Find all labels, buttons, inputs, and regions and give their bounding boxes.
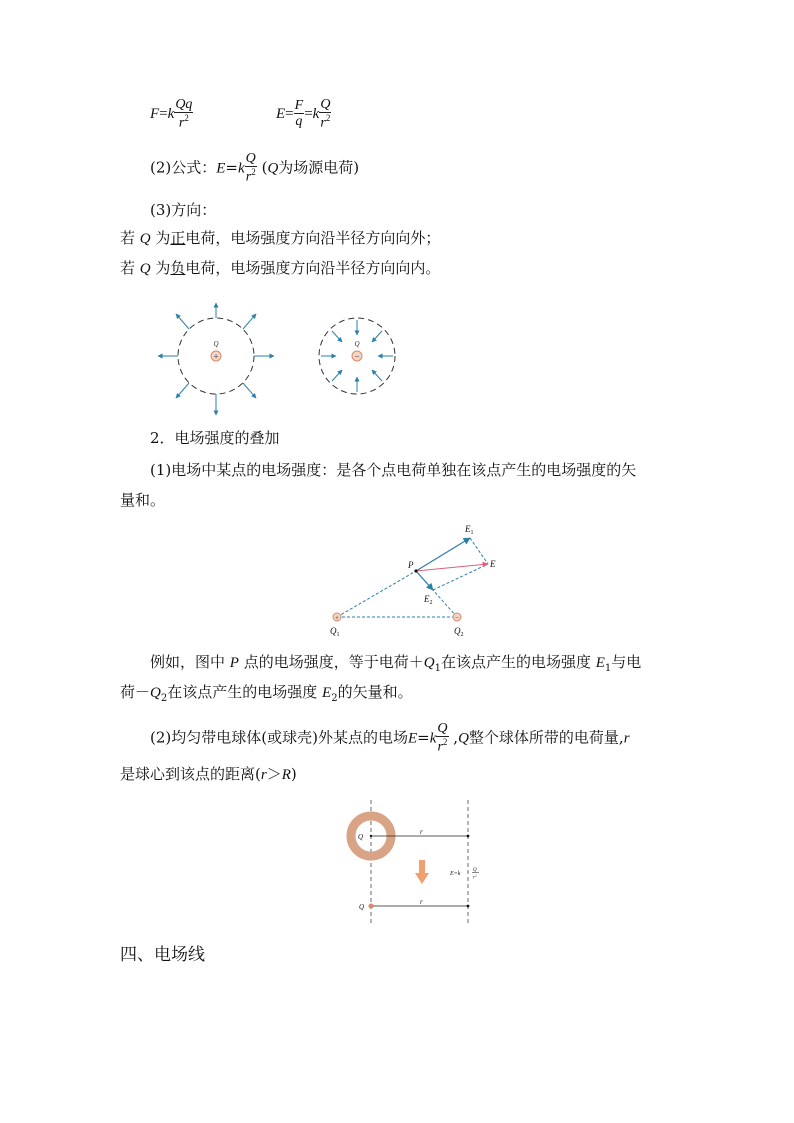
superposition-text-line2: 量和。 <box>120 491 166 509</box>
negative-sign: − <box>354 351 360 362</box>
dashed-q1-p <box>337 571 416 617</box>
label-q1: $Q_1$ <box>330 626 340 638</box>
section2-title: 2．电场强度的叠加 <box>150 429 280 447</box>
formula-line: (2)公式：E=k $\frac{Q}{r^2}$ (Q为场源电荷) <box>150 151 360 185</box>
point-charge-field-figure <box>150 300 410 420</box>
label-q2: $Q_2$ <box>454 626 464 638</box>
positive-charge-label: Q <box>213 340 219 348</box>
vector-e2 <box>416 571 433 590</box>
point-p <box>414 569 417 572</box>
point-charge-icon <box>369 904 374 909</box>
positive-sign: + <box>213 351 219 362</box>
svg-text:r2: $r^2$ <box>473 873 477 881</box>
direction-title: (3)方向： <box>150 201 217 219</box>
example-line2: 荷$-Q_2$在该点产生的电场强度 $E_2$的矢量和。 <box>120 683 413 704</box>
negative-direction-text: 若 Q 为负电荷，电场强度方向沿半径方向向内。 <box>120 259 441 277</box>
svg-text:+: + <box>335 614 339 622</box>
label-p: P <box>408 560 414 570</box>
sphere-q-label: Q <box>358 833 364 841</box>
sphere-equivalence-figure <box>340 798 500 926</box>
coulomb-formula: F=k $\frac{Qq}{r^2}$ <box>150 97 193 131</box>
superposition-text-line1: (1)电场中某点的电场强度：是各个点电荷单独在该点产生的电场强度的矢 <box>150 461 637 479</box>
uniform-sphere-line2: 是球心到该点的距离(r＞R) <box>120 765 297 783</box>
label-e: E <box>490 559 496 569</box>
point-q-label: Q <box>359 903 365 911</box>
dashed-e2-e <box>433 564 488 590</box>
positive-direction-text: 若 Q 为正电荷，电场强度方向沿半径方向向外； <box>120 229 441 247</box>
svg-text:Q: Q <box>473 868 477 873</box>
superposition-figure <box>320 518 510 640</box>
equivalence-arrow-icon <box>415 860 429 884</box>
bottom-r-label: r <box>420 898 423 906</box>
svg-text:−: − <box>455 614 459 622</box>
label-e1: $E_1$ <box>465 524 474 536</box>
uniform-sphere-line1: (2)均匀带电球体(或球壳)外某点的电场E=k $\frac{Q}{r^2}$ ,Q整个球体所带的电荷量,r <box>150 721 630 755</box>
dashed-e1-e <box>470 538 488 564</box>
top-r-label: r <box>420 828 423 836</box>
field-formula-label: E=k <box>450 871 461 877</box>
section4-heading: 四、电场线 <box>120 945 205 965</box>
label-e2: $E_2$ <box>424 594 433 606</box>
negative-charge-label: Q <box>354 340 360 348</box>
field-definition-formula: E= $\frac{F}{q}$ =k $\frac{Q}{r^2}$ <box>276 97 331 131</box>
example-line1: 例如，图中 P 点的电场强度，等于电荷$+Q_1$在该点产生的电场强度 $E_1$与电 <box>150 653 642 674</box>
